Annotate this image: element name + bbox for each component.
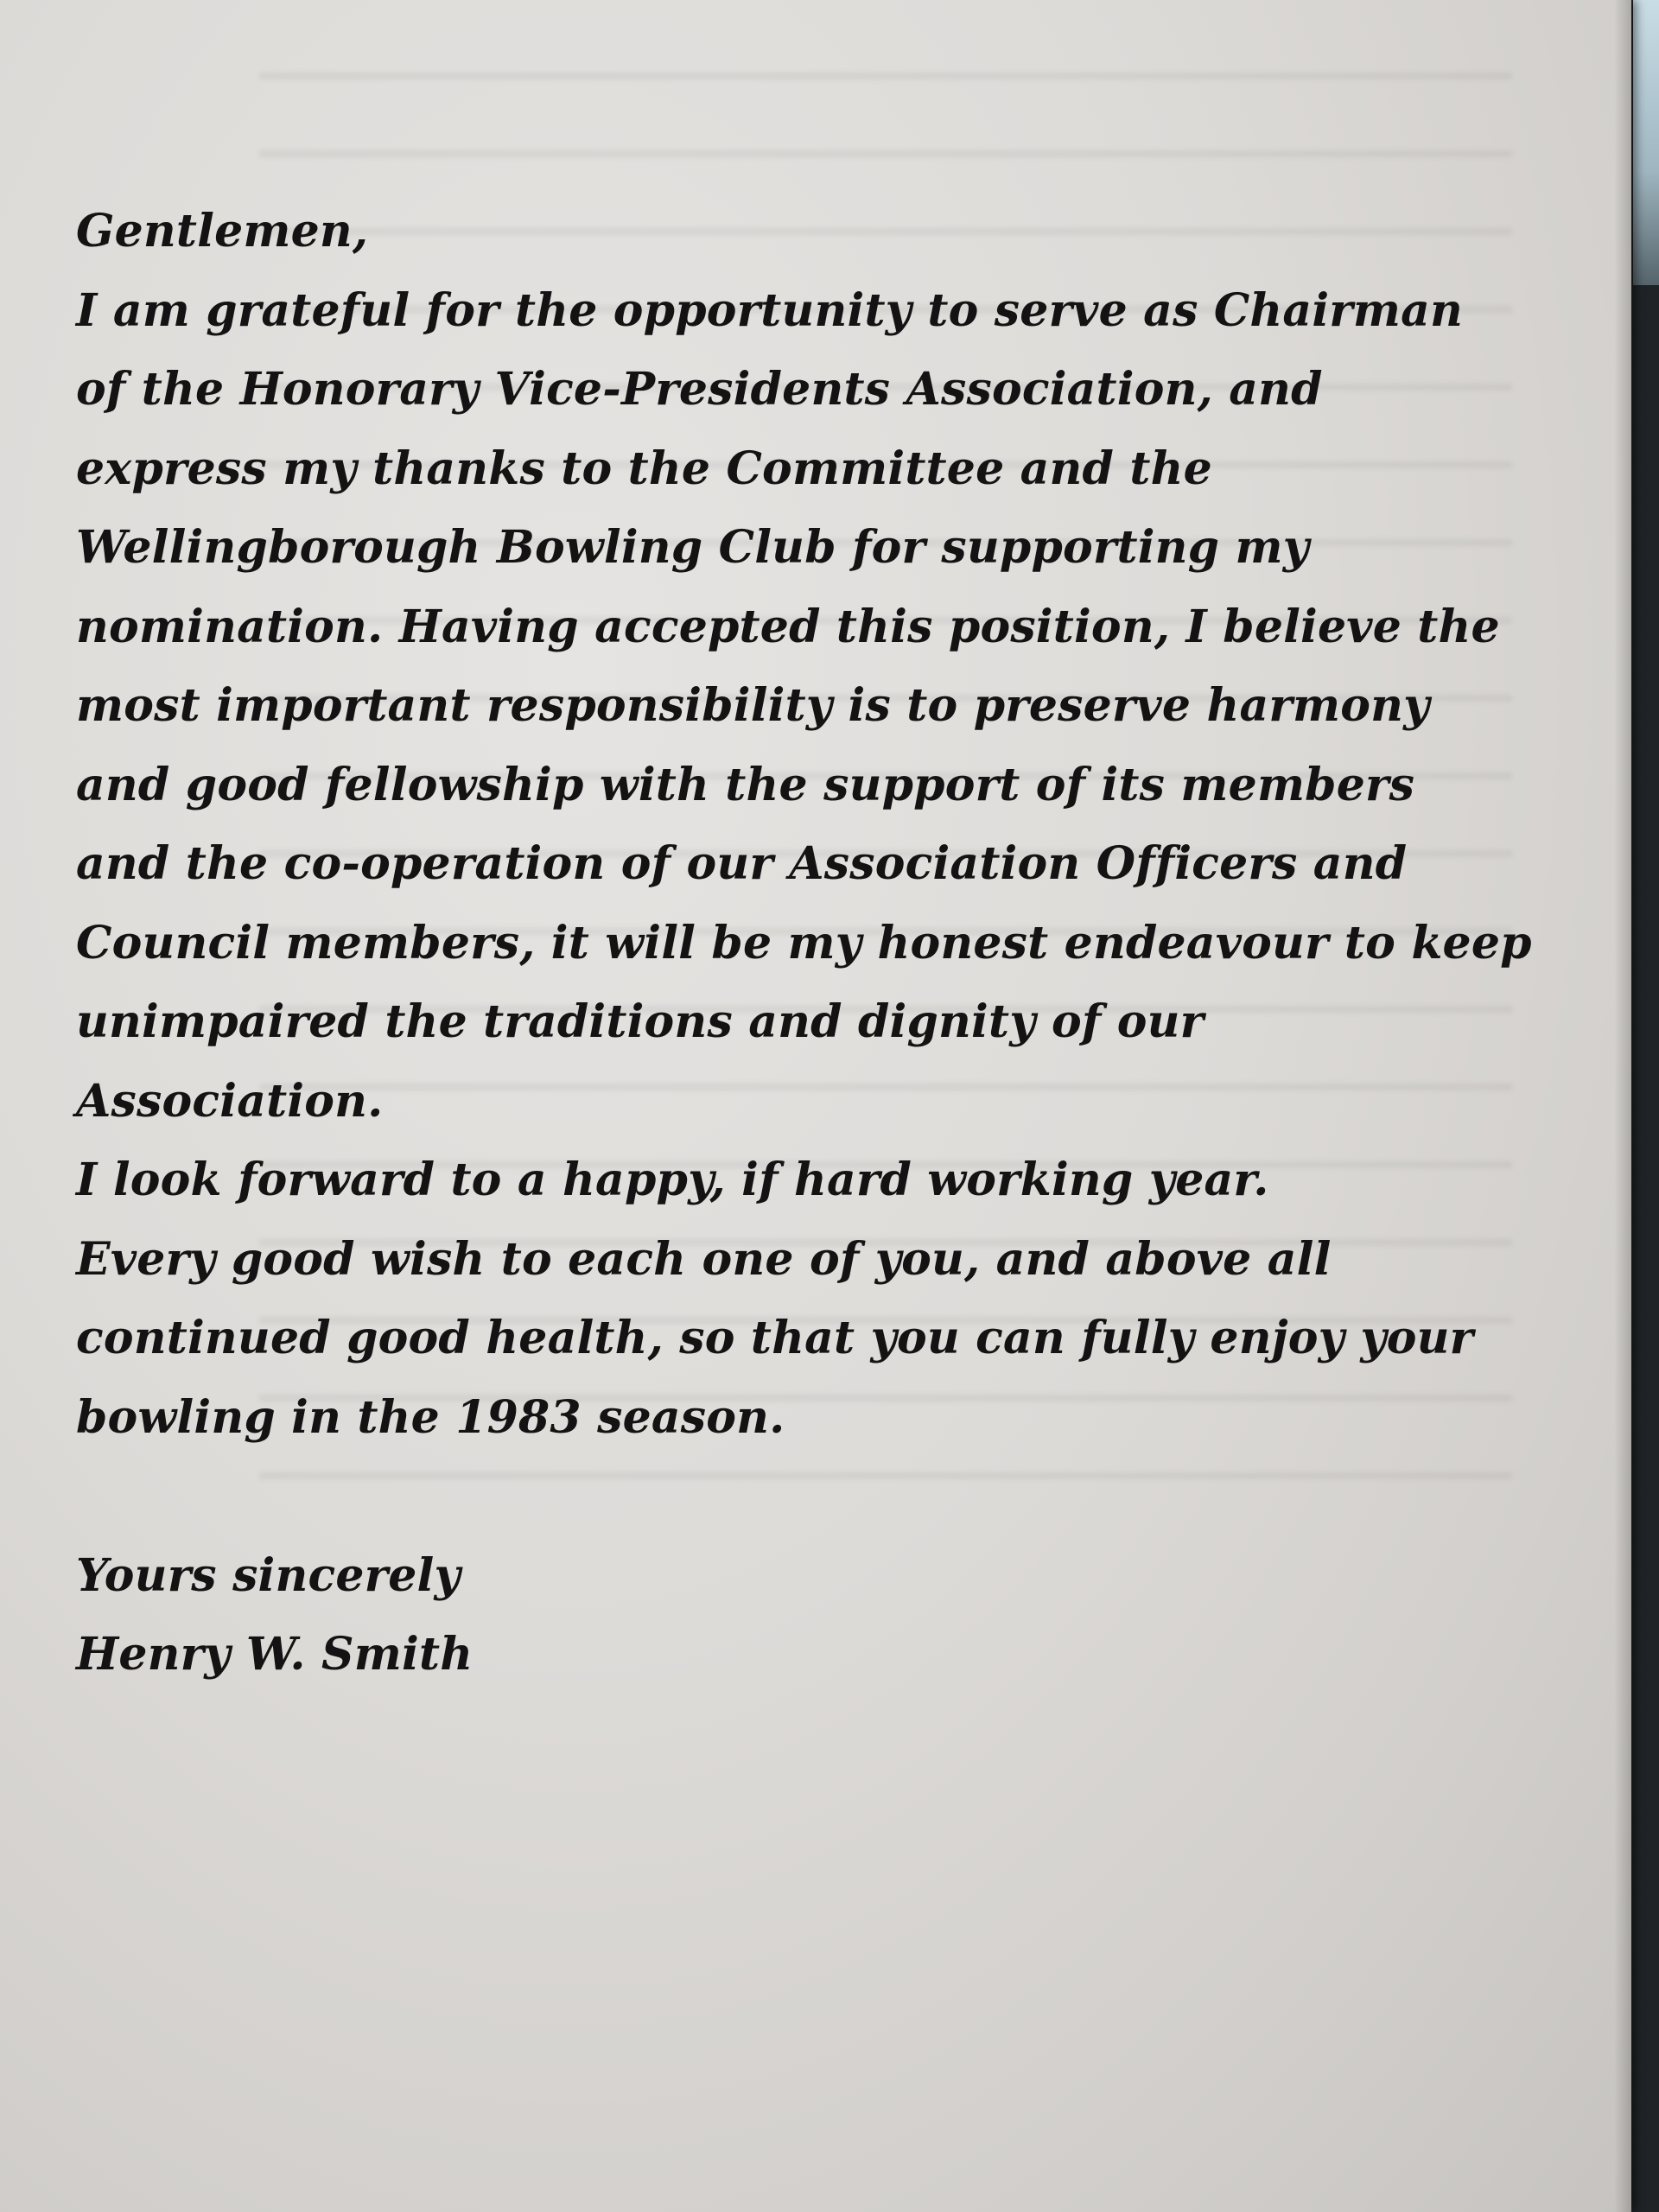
body-line: Every good wish to each one of you, and above all [76,1232,1332,1286]
body-line: continued good health, so that you can fully enjoy your [76,1312,1474,1364]
body-line: Council members, it will be my honest endeavour to keep [76,916,1532,969]
letter-text [76,192,1562,1694]
body-line: bowling in the 1983 season. [76,1390,785,1444]
body-line: of the Honorary Vice-Presidents Association, and [76,363,1323,416]
body-line: express my thanks to the Committee and the [76,442,1212,495]
signature: Henry W. Smith [76,1628,474,1681]
body-line: nomination. Having accepted this position, I believe the [76,600,1500,653]
background-window-light [1633,0,1659,285]
body-line: most important responsibility is to preserve harmony [76,679,1430,732]
paragraph-gap [76,1457,1562,1536]
body-line: Association. [76,1074,384,1128]
body-line: unimpaired the traditions and dignity of our [76,995,1205,1048]
body-line: and the co-operation of our Association Officers and [76,837,1408,890]
salutation: Gentlemen, [76,205,369,257]
body-line: I am grateful for the opportunity to serve as Chairman [76,283,1464,337]
body-line: Wellingborough Bowling Club for supporting my [76,521,1310,574]
body-line: I look forward to a happy, if hard working year. [76,1154,1269,1206]
closing: Yours sincerely [76,1548,461,1602]
body-line: and good fellowship with the support of its members [76,758,1415,811]
page-edge-shadow [1614,0,1631,2212]
